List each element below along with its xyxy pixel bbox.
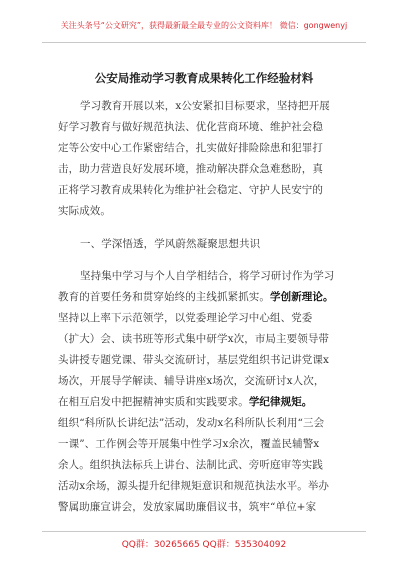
body-line: 余人。组织执法标兵上讲台、法制比武、旁听庭审等实践 [58,459,323,471]
body-line: 组织“科所队长讲纪法”活动，发动x名科所队长利用“三会 [58,417,325,429]
body-line: （扩大）会、读书班等形式集中研学x次，市局主要领导带 [58,333,330,345]
body-line: 好学习教育与做好规范执法、优化营商环境、维护社会稳 [58,121,323,133]
body-line: 警属助廉宣讲会，发放家属助廉倡议书，筑牢“单位+家 [58,501,317,513]
body-line: 活动x余场，源头提升纪律规矩意识和规范执法水平。举办 [58,480,330,492]
body-line: 正将学习教育成果转化为维护社会稳定、守护人民安宁的 [58,184,323,196]
emphasis-innovate: 学创新理论。 [270,291,334,303]
page-header-banner: 关注头条号“公文研究”，获得最新最全最专业的公文资料库！ 微信：gongwenyj [60,21,348,30]
section-heading: 一、学深悟透，学风蔚然凝聚思想共识 [80,238,261,250]
body-line: 一课”、工作例会等开展集中性学习x余次，覆盖民辅警x [58,438,320,450]
footer-divider [42,531,366,532]
body-line [58,392,312,412]
body-line: 击，助力营造良好发展环境，推动解决群众急难愁盼，真 [58,163,323,175]
body-line: 定等公安中心工作紧密结合，扎实做好排险除患和犯罪打 [58,142,323,154]
body-line: 坚持集中学习与个人自学相结合，将学习研讨作为学习 [80,270,335,282]
header-divider [42,42,366,43]
emphasis-discipline: 学纪律规矩。 [248,396,313,408]
page-footer-contacts: QQ群：30265665 QQ群：535304092 [121,540,287,550]
body-text-span: 教育的首要任务和贯穿始终的主线抓紧抓实。 [58,291,270,303]
body-line: 学习教育开展以来，x公安紧扣目标要求，坚持把开展 [80,100,330,112]
body-line [58,287,334,307]
document-title: 公安局推动学习教育成果转化工作经验材料 [94,71,314,85]
body-line: 实际成效。 [58,205,111,217]
body-text-span: 在相互启发中把握精神实质和实践要求。 [58,396,249,408]
body-line: 坚持以上率下示范领学，以党委理论学习中心组、党委 [58,312,313,324]
body-line: 场次，开展导学解读、辅导讲座x场次，交流研讨x人次， [58,375,325,387]
body-line: 头讲授专题党课、带头交流研讨，基层党组织书记讲党课x [58,354,330,366]
